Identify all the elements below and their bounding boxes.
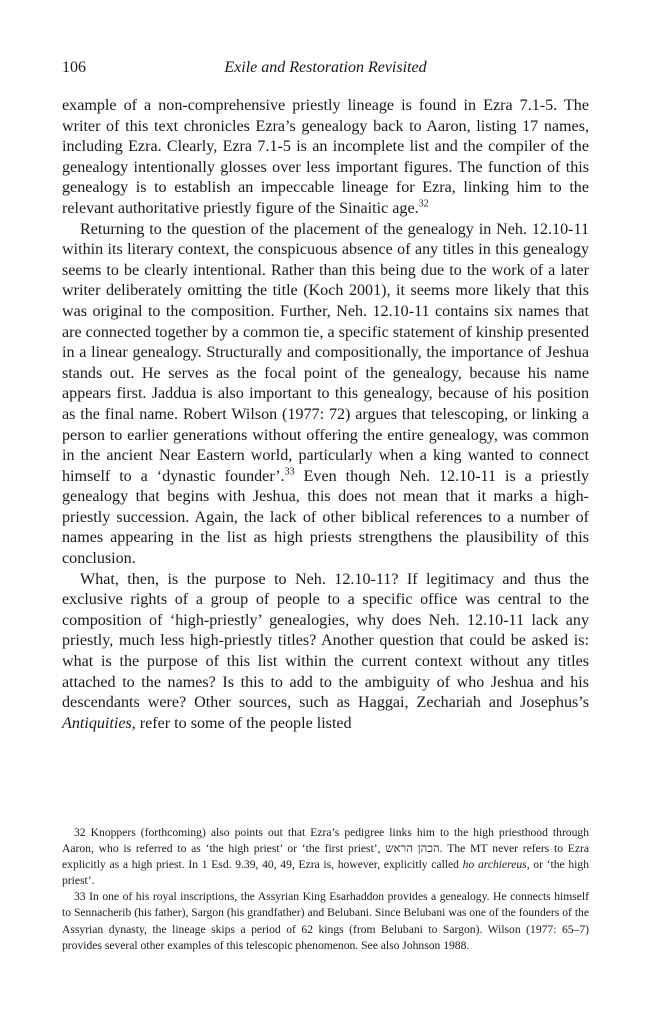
footnote-32-mt: MT	[470, 842, 488, 856]
page-number: 106	[62, 59, 86, 76]
footnote-32-text-b: . The	[439, 842, 471, 856]
footnote-32-number: 32	[74, 826, 86, 839]
antiquities-title: Antiquities	[62, 714, 132, 732]
paragraph-3	[62, 570, 589, 735]
footnote-ref-33[interactable]: 33	[284, 466, 295, 478]
paragraph-1-text: example of a non-comprehensive priestly lineage is found in Ezra 7.1-5. The writer of this text chronicles Ezra’s genealogy back to Aaron, listing 17 names, including Ezra. Clearly, Ezra 7.1-5 is an incomplete list and the compiler of the genealogy intentionally glosses over less important figures. The function of this genealogy is to establish an impeccable lineage for Ezra, linking him to the relevant authoritative priestly figure of the Sinaitic age.	[62, 97, 589, 217]
footnote-ref-32[interactable]: 32	[418, 198, 429, 210]
paragraph-1	[62, 96, 589, 220]
footnote-32-text-a: Knoppers (forthcoming) also points out that Ezra’s pedigree links him to the high priesthood through Aaron, who is referred to as ‘the high priest’ or ‘the first priest’,	[62, 826, 589, 856]
paragraph-2	[62, 220, 589, 570]
footnote-33-text: In one of his royal inscriptions, the Assyrian King Esarhaddon provides a genealogy. He connects himself to Sennacherib (his father), Sargon (his grandfather) and Belubani. Since Belubani was one of the founders of the Assyrian dynasty, the lineage skips a period of 62 kings (from Belubani to Sargon). Wilson (1977: 65–7) provides several other examples of this telescopic phenomenon. See also Johnson 1988.	[62, 890, 589, 952]
footnote-32-hebrew: הכהן הראש	[385, 842, 440, 856]
footnote-32-text-d: , or ‘the high priest’.	[62, 858, 589, 888]
footnote-32	[62, 825, 589, 889]
footnote-32-text-c: never refers to Ezra explicitly as a high priest. In 1 Esd. 9.39, 40, 49, Ezra is, however, explicitly called	[62, 842, 590, 872]
running-title: Exile and Restoration Revisited	[224, 59, 427, 76]
footnote-32-italic: ho archiereus	[462, 858, 527, 872]
footnote-33-number: 33	[74, 890, 86, 904]
paragraph-3-text-b: , refer to some of the people listed	[131, 714, 352, 732]
running-header	[62, 59, 589, 79]
paragraph-2-text-b: Even though Neh. 12.10-11 is a priestly genealogy that begins with Jeshua, this does not mean that it marks a high-priestly succession. Again, the lack of other biblical references to a number of names appearing in the list as high priests strengthens the plausibility of this conclusion.	[62, 467, 589, 568]
footnote-33	[62, 889, 589, 953]
main-text	[62, 96, 589, 734]
paragraph-2-text-a: Returning to the question of the placement of the genealogy in Neh. 12.10-11 within its literary context, the conspicuous absence of any titles in this genealogy seems to be clearly intentional. Rather than this being due to the work of a later writer deliberately omitting the title (Koch 2001), it seems more likely that this was original to the composition. Further, Neh. 12.10-11 contains six names that are connected together by a common tie, a specific statement of kinship presented in a linear genealogy. Structurally and compositionally, the importance of Jeshua stands out. He serves as the focal point of the genealogy, because his name appears first. Jaddua is also important to this genealogy, because of his position as the final name. Robert Wilson (1977: 72) argues that telescoping, or linking a person to earlier generations without offering the entire genealogy, was common in the ancient Near Eastern world, particularly when a king wanted to connect himself to a ‘dynastic founder’.	[62, 220, 589, 485]
footnotes	[62, 825, 589, 954]
paragraph-3-text-a: What, then, is the purpose to Neh. 12.10-11? If legitimacy and thus the exclusive rights of a group of people to a specific office was central to the composition of ‘high-priestly’ genealogies, why does Neh. 12.10-11 lack any priestly, much less high-priestly titles? Another question that could be asked is: what is the purpose of this list within the current context without any titles attached to the names? Is this to add to the ambiguity of who Jeshua and his descendants were? Other sources, such as Haggai, Zechariah and Josephus’s	[62, 570, 589, 712]
